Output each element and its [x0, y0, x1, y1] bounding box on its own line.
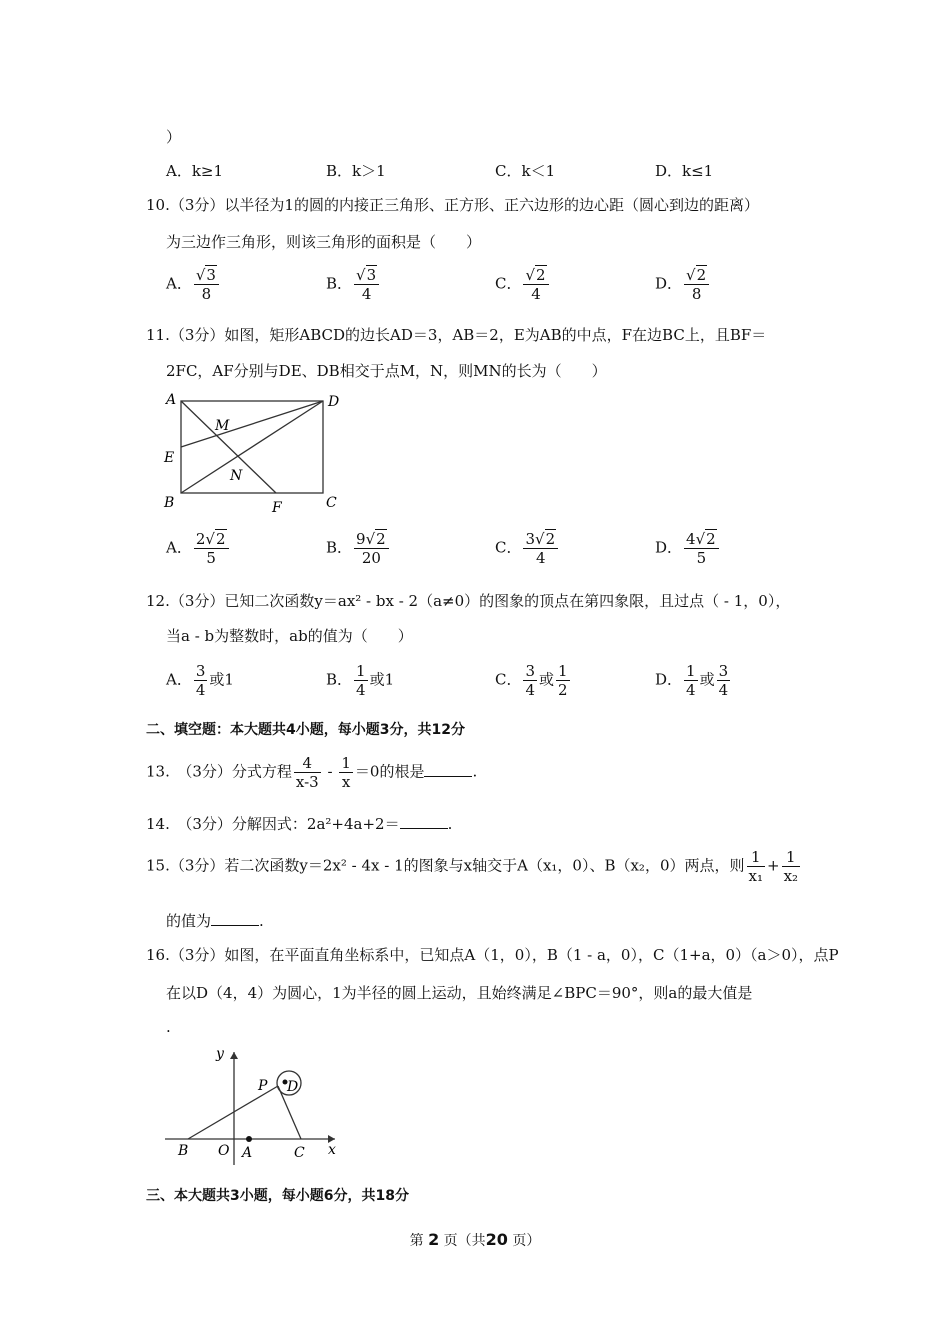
q12-option-b: B． $\frac{1}{4}$ 或1 — [326, 662, 395, 699]
q9-option-c: C．k＜1 — [495, 162, 556, 180]
section-3-heading: 三、本大题共3小题，每小题6分，共18分 — [146, 1188, 409, 1204]
label-m: M — [215, 418, 230, 434]
point-a — [246, 1136, 252, 1142]
q11-rectangle-figure — [160, 390, 360, 520]
q15-line1: 15.（3分）若二次函数y＝2x² - 4x - 1的图象与x轴交于A（x₁，0）、B（x₂，0）两点，则 $\frac{1}{\text{x₁}}$ + $\frac{1}{\text{x₂}}$ — [146, 848, 799, 885]
label-c: C — [326, 495, 337, 511]
q16-coordinate-figure — [160, 1040, 360, 1170]
label-f: F — [272, 500, 282, 516]
page-number: 2 — [428, 1230, 440, 1249]
q14: 14. （3分）分解因式：2a²+4a+2＝ . — [146, 815, 453, 833]
q11-option-c: C． $\frac{3√2}{4}$ — [495, 530, 560, 567]
label-a: A — [166, 392, 177, 408]
q12-option-a: A． $\frac{3}{4}$ 或1 — [166, 662, 234, 699]
y-axis-arrow — [230, 1052, 238, 1059]
page-footer: 第 2 页（共20 页） — [409, 1230, 541, 1249]
q10-option-b: B． $\frac{√3}{4}$ — [326, 266, 381, 303]
q12-option-c: C． $\frac{3}{4}$ 或 $\frac{1}{2}$ — [495, 662, 568, 699]
label-d: D — [328, 394, 340, 410]
q9-option-b: B．k＞1 — [326, 162, 386, 180]
segment-af — [181, 401, 276, 493]
q16-line2: 在以D（4，4）为圆心，1为半径的圆上运动，且始终满足∠BPC＝90°，则a的最大值是 — [166, 984, 753, 1002]
segment-db — [181, 401, 323, 493]
q10-option-d: D． $\frac{√2}{8}$ — [655, 266, 711, 303]
q9-tail: ） — [166, 128, 182, 146]
q14-answer-blank — [400, 814, 448, 829]
q15-line2: 的值为 . — [166, 912, 264, 930]
q9-option-a: A．k≥1 — [166, 162, 224, 180]
label-d: D — [287, 1079, 299, 1095]
label-y: y — [216, 1046, 224, 1062]
q15-answer-blank — [211, 911, 259, 926]
label-b: B — [164, 495, 175, 511]
label-b: B — [178, 1143, 189, 1159]
segment-de — [181, 401, 323, 447]
q11-option-d: D． $\frac{4√2}{5}$ — [655, 530, 721, 567]
q13-answer-blank — [424, 762, 472, 777]
q12-line2: 当a - b为整数时，ab的值为（ ） — [166, 627, 413, 645]
q9-option-d: D．k≤1 — [655, 162, 714, 180]
q11-option-b: B． $\frac{9√2}{20}$ — [326, 530, 391, 567]
label-x: x — [328, 1142, 336, 1158]
q16-line3: . — [166, 1018, 171, 1036]
q10-option-a: A． $\frac{√3}{8}$ — [166, 266, 221, 303]
q11-line2: 2FC，AF分别与DE、DB相交于点M，N，则MN的长为（ ） — [166, 362, 607, 380]
q13: 13. （3分）分式方程 $\frac{4}{x-3}$ - $\frac{1}{x}$ ＝0的根是 . — [146, 754, 478, 791]
q10-option-c: C． $\frac{√2}{4}$ — [495, 266, 551, 303]
label-e: E — [164, 450, 175, 466]
page-total: 20 — [485, 1230, 508, 1249]
q11-line1: 11.（3分）如图，矩形ABCD的边长AD＝3，AB＝2，E为AB的中点，F在边BC上，且BF＝ — [146, 326, 767, 344]
q10-line2: 为三边作三角形，则该三角形的面积是（ ） — [166, 233, 482, 251]
q12-option-d: D． $\frac{1}{4}$ 或 $\frac{3}{4}$ — [655, 662, 729, 699]
q10-line1: 10.（3分）以半径为1的圆的内接正三角形、正方形、正六边形的边心距（圆心到边的距离） — [146, 196, 759, 214]
section-2-heading: 二、填空题：本大题共4小题，每小题3分，共12分 — [146, 722, 465, 738]
q16-line1: 16.（3分）如图，在平面直角坐标系中，已知点A（1，0），B（1 - a，0），C（1+a，0）（a＞0），点P — [146, 946, 839, 964]
label-c: C — [294, 1145, 305, 1161]
label-o: O — [218, 1143, 230, 1159]
q12-line1: 12.（3分）已知二次函数y＝ax² - bx - 2（a≠0）的图象的顶点在第四象限，且过点（ - 1，0）， — [146, 592, 791, 610]
q11-option-a: A． $\frac{2√2}{5}$ — [166, 530, 231, 567]
label-a: A — [242, 1145, 253, 1161]
label-p: P — [258, 1078, 268, 1094]
label-n: N — [230, 468, 243, 484]
